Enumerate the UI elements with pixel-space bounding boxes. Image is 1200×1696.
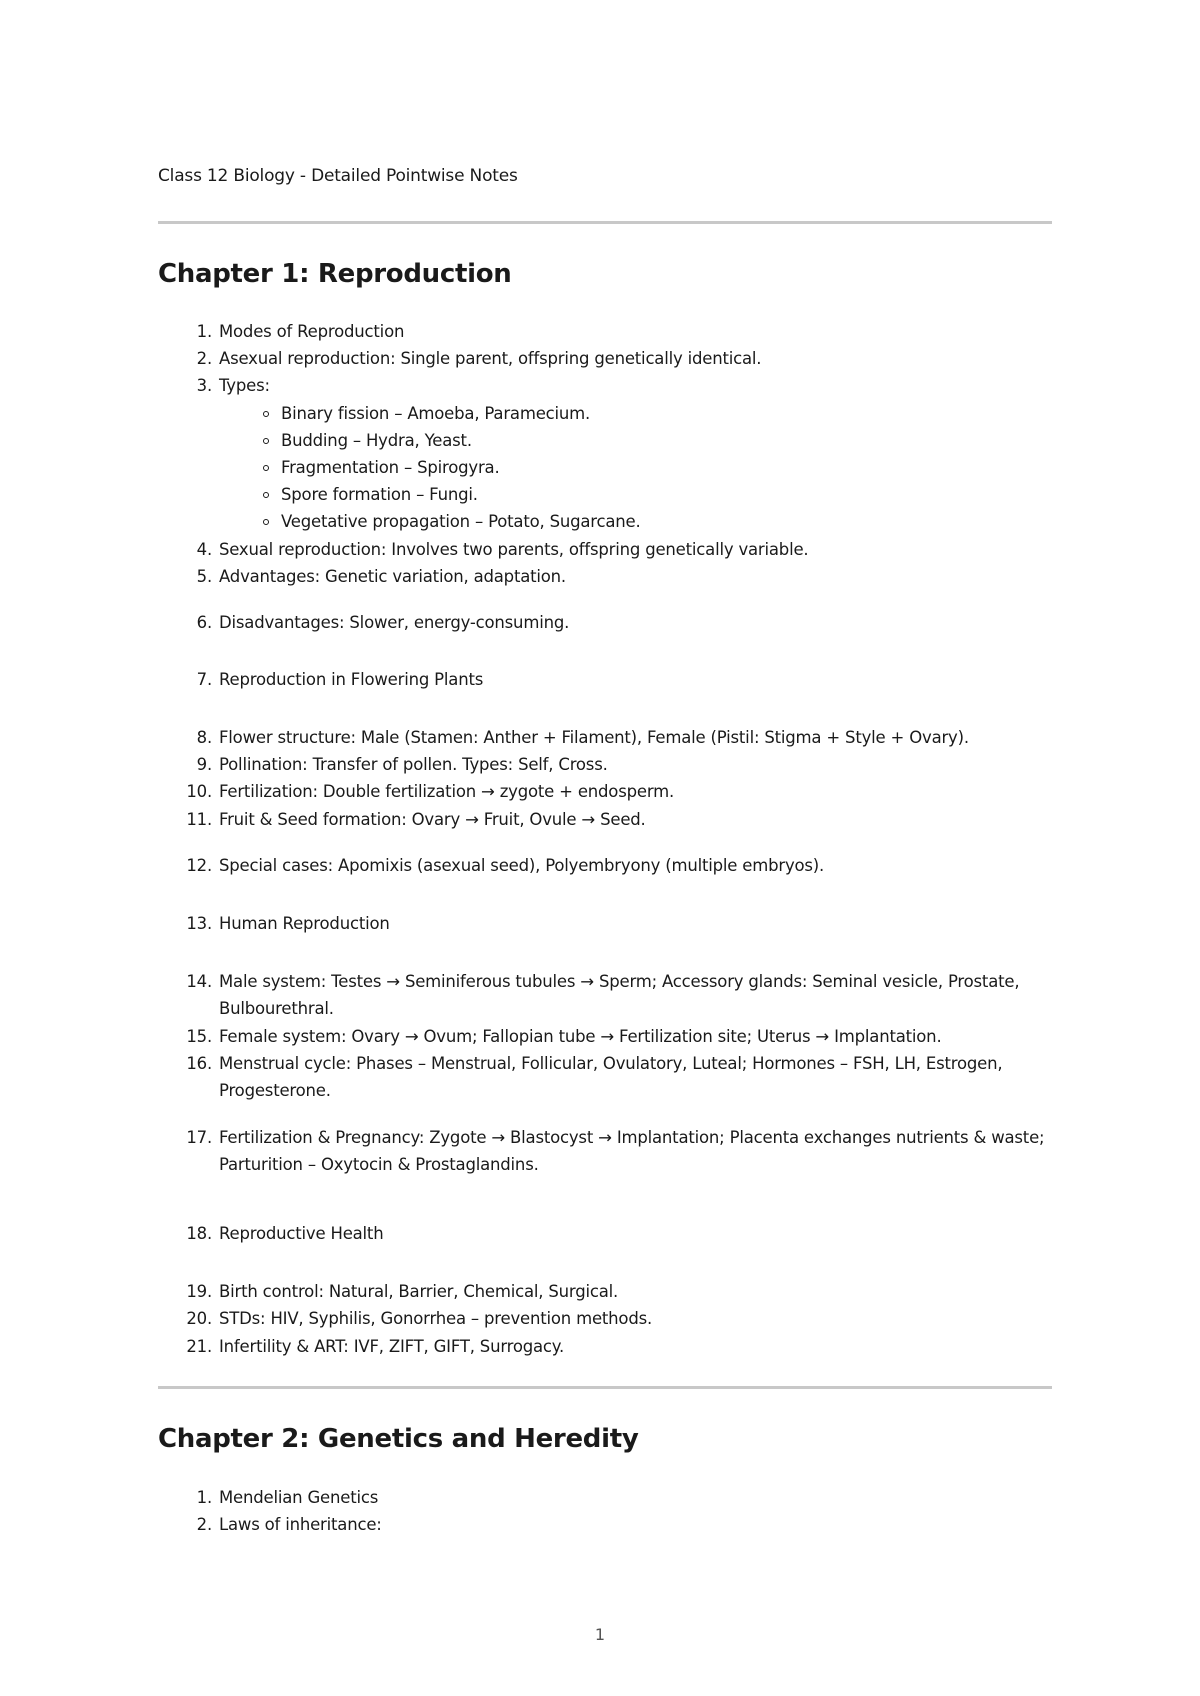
item-number: 2. bbox=[196, 349, 212, 368]
item-number: 2. bbox=[196, 1515, 212, 1534]
item-text: Advantages: Genetic variation, adaptation. bbox=[219, 567, 566, 586]
item-number: 18. bbox=[186, 1224, 212, 1243]
item-number: 9. bbox=[196, 755, 212, 774]
sub-item-text: Fragmentation – Spirogyra. bbox=[281, 458, 500, 477]
divider bbox=[158, 1386, 1052, 1389]
item-number: 7. bbox=[196, 670, 212, 689]
sub-item-text: Spore formation – Fungi. bbox=[281, 485, 478, 504]
item-number: 4. bbox=[196, 540, 212, 559]
item-text: Asexual reproduction: Single parent, offspring genetically identical. bbox=[219, 349, 762, 368]
item-text: Reproductive Health bbox=[219, 1224, 384, 1243]
item-text: Infertility & ART: IVF, ZIFT, GIFT, Surrogacy. bbox=[219, 1337, 565, 1356]
item-number: 16. bbox=[186, 1054, 212, 1073]
chapter-1-heading: Chapter 1: Reproduction bbox=[158, 259, 512, 289]
item-text: Fertilization & Pregnancy: Zygote → Blastocyst → Implantation; Placenta exchanges nutrients & waste; Parturition – Oxytocin & Prostaglandins. bbox=[219, 1128, 1045, 1174]
item-number: 19. bbox=[186, 1282, 212, 1301]
item-number: 21. bbox=[186, 1337, 212, 1356]
item-number: 20. bbox=[186, 1309, 212, 1328]
item-text: Reproduction in Flowering Plants bbox=[219, 670, 484, 689]
item-number: 6. bbox=[196, 613, 212, 632]
item-text: Mendelian Genetics bbox=[219, 1488, 379, 1507]
sub-item-text: Vegetative propagation – Potato, Sugarcane. bbox=[281, 512, 641, 531]
circle-bullet-icon bbox=[263, 465, 269, 471]
item-text: Fruit & Seed formation: Ovary → Fruit, Ovule → Seed. bbox=[219, 810, 646, 829]
divider bbox=[158, 221, 1052, 224]
item-text: Sexual reproduction: Involves two parents, offspring genetically variable. bbox=[219, 540, 809, 559]
sub-item-text: Budding – Hydra, Yeast. bbox=[281, 431, 472, 450]
item-text: Laws of inheritance: bbox=[219, 1515, 382, 1534]
item-text: Human Reproduction bbox=[219, 914, 390, 933]
item-text: Menstrual cycle: Phases – Menstrual, Follicular, Ovulatory, Luteal; Hormones – FSH, LH, Estrogen, Progesterone. bbox=[219, 1054, 1003, 1100]
item-text: Disadvantages: Slower, energy-consuming. bbox=[219, 613, 570, 632]
chapter-2-heading: Chapter 2: Genetics and Heredity bbox=[158, 1424, 639, 1454]
item-text: Types: bbox=[219, 376, 270, 395]
circle-bullet-icon bbox=[263, 519, 269, 525]
item-number: 11. bbox=[186, 810, 212, 829]
page-number: 1 bbox=[594, 1625, 606, 1644]
item-text: Birth control: Natural, Barrier, Chemical, Surgical. bbox=[219, 1282, 619, 1301]
circle-bullet-icon bbox=[263, 492, 269, 498]
item-number: 10. bbox=[186, 782, 212, 801]
document-title: Class 12 Biology - Detailed Pointwise Notes bbox=[158, 166, 518, 186]
item-number: 17. bbox=[186, 1128, 212, 1147]
item-number: 3. bbox=[196, 376, 212, 395]
item-text: Fertilization: Double fertilization → zygote + endosperm. bbox=[219, 782, 675, 801]
item-number: 8. bbox=[196, 728, 212, 747]
item-text: Male system: Testes → Seminiferous tubules → Sperm; Accessory glands: Seminal vesicle, Prostate, Bulbourethral. bbox=[219, 972, 1020, 1018]
item-number: 1. bbox=[196, 1488, 212, 1507]
item-number: 15. bbox=[186, 1027, 212, 1046]
sub-item-text: Binary fission – Amoeba, Paramecium. bbox=[281, 404, 591, 423]
item-number: 1. bbox=[196, 322, 212, 341]
circle-bullet-icon bbox=[263, 438, 269, 444]
circle-bullet-icon bbox=[263, 411, 269, 417]
item-text: Flower structure: Male (Stamen: Anther + Filament), Female (Pistil: Stigma + Style + Ovary). bbox=[219, 728, 969, 747]
item-text: Female system: Ovary → Ovum; Fallopian tube → Fertilization site; Uterus → Implantation. bbox=[219, 1027, 942, 1046]
item-text: Modes of Reproduction bbox=[219, 322, 405, 341]
item-number: 5. bbox=[196, 567, 212, 586]
item-text: STDs: HIV, Syphilis, Gonorrhea – prevention methods. bbox=[219, 1309, 653, 1328]
item-number: 13. bbox=[186, 914, 212, 933]
item-text: Pollination: Transfer of pollen. Types: Self, Cross. bbox=[219, 755, 608, 774]
item-number: 14. bbox=[186, 972, 212, 991]
item-number: 12. bbox=[186, 856, 212, 875]
item-text: Special cases: Apomixis (asexual seed), Polyembryony (multiple embryos). bbox=[219, 856, 825, 875]
